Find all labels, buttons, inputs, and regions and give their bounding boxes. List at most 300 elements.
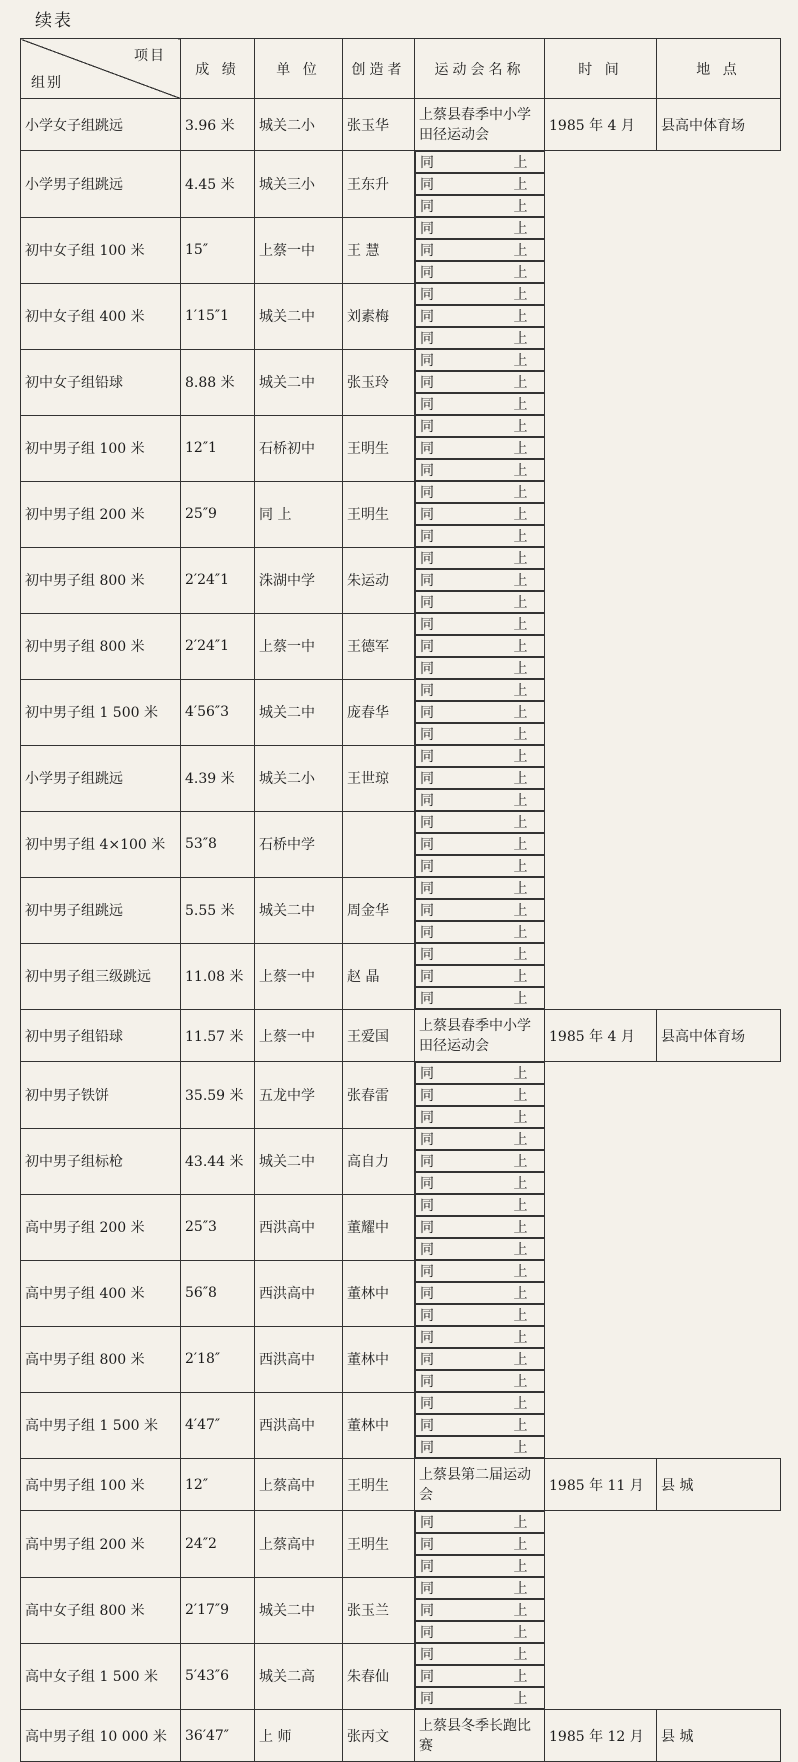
same-text-right: 上 — [513, 199, 528, 215]
cell-unit: 城关二中 — [255, 679, 343, 745]
cell-meet — [415, 1326, 545, 1348]
cell-unit: 上蔡高中 — [255, 1459, 343, 1511]
table-row — [21, 877, 781, 943]
same-text-left: 同 — [420, 177, 434, 193]
corner-header-cell — [21, 39, 181, 99]
same-text-right: 上 — [513, 727, 528, 743]
same-text-right: 上 — [513, 221, 528, 237]
cell-time — [415, 833, 545, 855]
same-text-left: 同 — [420, 1132, 434, 1148]
table-row — [21, 1710, 781, 1762]
same-text-right: 上 — [513, 441, 528, 457]
cell-time — [415, 965, 545, 987]
cell-meet — [415, 349, 545, 371]
cell-score: 4′47″ — [181, 1392, 255, 1459]
table-row — [21, 1128, 781, 1194]
cell-meet — [415, 1392, 545, 1414]
cell-place: 县高中体育场 — [657, 99, 781, 151]
cell-holder: 朱运动 — [343, 547, 415, 613]
cell-score: 35.59 米 — [181, 1062, 255, 1129]
cell-score: 2′18″ — [181, 1326, 255, 1392]
cell-place — [415, 393, 545, 415]
cell-unit: 西洪高中 — [255, 1194, 343, 1260]
same-text-left: 同 — [420, 947, 434, 963]
cell-unit: 上 师 — [255, 1710, 343, 1762]
cell-score: 15″ — [181, 217, 255, 283]
same-text-right: 上 — [513, 771, 528, 787]
table-row — [21, 1326, 781, 1392]
cell-time — [415, 1599, 545, 1621]
same-text-right: 上 — [513, 331, 528, 347]
cell-group: 小学女子组跳远 — [21, 99, 181, 151]
cell-time — [415, 1414, 545, 1436]
same-text-right: 上 — [513, 1176, 528, 1192]
cell-holder: 赵 晶 — [343, 943, 415, 1010]
same-text-right: 上 — [513, 1647, 528, 1663]
same-text-right: 上 — [513, 463, 528, 479]
same-text-right: 上 — [513, 1352, 528, 1368]
cell-time — [415, 1216, 545, 1238]
cell-place — [415, 1621, 545, 1643]
cell-score: 4.39 米 — [181, 745, 255, 811]
cell-holder: 董林中 — [343, 1392, 415, 1459]
cell-group: 初中男子组 800 米 — [21, 613, 181, 679]
cell-place — [415, 459, 545, 481]
header-unit: 单 位 — [255, 39, 343, 99]
cell-group: 初中男子组 800 米 — [21, 547, 181, 613]
cell-unit: 五龙中学 — [255, 1062, 343, 1129]
same-text-right: 上 — [513, 551, 528, 567]
same-text-left: 同 — [420, 1198, 434, 1214]
cell-place: 县 城 — [657, 1710, 781, 1762]
same-text-right: 上 — [513, 155, 528, 171]
cell-holder: 朱春仙 — [343, 1643, 415, 1710]
cell-holder: 王明生 — [343, 1459, 415, 1511]
cell-place — [415, 789, 545, 811]
table-row — [21, 1511, 781, 1578]
cell-holder: 刘素梅 — [343, 283, 415, 349]
cell-group: 初中女子组铅球 — [21, 349, 181, 415]
same-text-left: 同 — [420, 815, 434, 831]
cell-meet — [415, 1511, 545, 1533]
same-text-right: 上 — [513, 1559, 528, 1575]
same-text-right: 上 — [513, 1088, 528, 1104]
cell-unit: 上蔡高中 — [255, 1511, 343, 1578]
same-text-left: 同 — [420, 331, 434, 347]
cell-group: 高中男子组 200 米 — [21, 1194, 181, 1260]
same-text-right: 上 — [513, 617, 528, 633]
same-text-right: 上 — [513, 749, 528, 765]
same-text-right: 上 — [513, 1537, 528, 1553]
same-text-right: 上 — [513, 837, 528, 853]
same-text-right: 上 — [513, 507, 528, 523]
table-body — [21, 99, 781, 1762]
same-text-right: 上 — [513, 353, 528, 369]
table-row — [21, 745, 781, 811]
cell-score: 36′47″ — [181, 1710, 255, 1762]
cell-place — [415, 921, 545, 943]
cell-holder — [343, 811, 415, 877]
cell-holder: 董耀中 — [343, 1194, 415, 1260]
cell-time — [415, 305, 545, 327]
table-row — [21, 151, 781, 218]
cell-group: 初中男子铁饼 — [21, 1062, 181, 1129]
cell-meet — [415, 283, 545, 305]
table-row — [21, 99, 781, 151]
cell-unit: 城关二中 — [255, 1128, 343, 1194]
same-text-right: 上 — [513, 485, 528, 501]
same-text-left: 同 — [420, 1264, 434, 1280]
same-text-left: 同 — [420, 265, 434, 281]
same-text-right: 上 — [513, 397, 528, 413]
same-text-right: 上 — [513, 1691, 528, 1707]
cell-meet — [415, 1062, 545, 1084]
cell-score: 43.44 米 — [181, 1128, 255, 1194]
cell-holder: 王 慧 — [343, 217, 415, 283]
cell-holder: 王爱国 — [343, 1010, 415, 1062]
cell-unit: 上蔡一中 — [255, 217, 343, 283]
cell-score: 12″1 — [181, 415, 255, 481]
cell-meet — [415, 151, 545, 173]
cell-holder: 王东升 — [343, 151, 415, 218]
cell-meet: 上蔡县第二届运动会 — [415, 1459, 545, 1511]
same-text-left: 同 — [420, 243, 434, 259]
cell-time — [415, 437, 545, 459]
cell-group: 初中男子组跳远 — [21, 877, 181, 943]
same-text-left: 同 — [420, 661, 434, 677]
cell-holder: 董林中 — [343, 1326, 415, 1392]
same-text-right: 上 — [513, 925, 528, 941]
cell-place — [415, 987, 545, 1009]
same-text-left: 同 — [420, 1440, 434, 1456]
cell-score: 25″3 — [181, 1194, 255, 1260]
corner-bottom-label: 组别 — [31, 75, 63, 91]
cell-place — [415, 1172, 545, 1194]
same-text-left: 同 — [420, 1691, 434, 1707]
cell-score: 11.08 米 — [181, 943, 255, 1010]
cell-score: 4.45 米 — [181, 151, 255, 218]
cell-group: 初中男子组三级跳远 — [21, 943, 181, 1010]
same-text-right: 上 — [513, 903, 528, 919]
same-text-left: 同 — [420, 1515, 434, 1531]
cell-group: 小学男子组跳远 — [21, 151, 181, 218]
same-text-left: 同 — [420, 1603, 434, 1619]
same-text-right: 上 — [513, 1286, 528, 1302]
cell-time — [415, 635, 545, 657]
same-text-right: 上 — [513, 991, 528, 1007]
cell-group: 高中男子组 100 米 — [21, 1459, 181, 1511]
cell-place — [415, 1436, 545, 1458]
same-text-left: 同 — [420, 309, 434, 325]
cell-place — [415, 1687, 545, 1709]
same-text-right: 上 — [513, 639, 528, 655]
cell-meet — [415, 217, 545, 239]
cell-place: 县高中体育场 — [657, 1010, 781, 1062]
cell-unit: 石桥中学 — [255, 811, 343, 877]
cell-meet — [415, 613, 545, 635]
same-text-right: 上 — [513, 793, 528, 809]
cell-meet — [415, 1128, 545, 1150]
cell-place — [415, 195, 545, 217]
same-text-right: 上 — [513, 1132, 528, 1148]
cell-score: 11.57 米 — [181, 1010, 255, 1062]
cell-time — [415, 239, 545, 261]
cell-unit: 西洪高中 — [255, 1326, 343, 1392]
cell-group: 初中男子组标枪 — [21, 1128, 181, 1194]
cell-place — [415, 1238, 545, 1260]
same-text-left: 同 — [420, 1220, 434, 1236]
table-row — [21, 349, 781, 415]
header-time: 时 间 — [545, 39, 657, 99]
cell-time — [415, 1533, 545, 1555]
same-text-left: 同 — [420, 1647, 434, 1663]
cell-time: 1985 年 11 月 — [545, 1459, 657, 1511]
cell-unit: 城关二中 — [255, 877, 343, 943]
cell-place — [415, 1106, 545, 1128]
cell-score: 53″8 — [181, 811, 255, 877]
cell-holder: 王德军 — [343, 613, 415, 679]
same-text-right: 上 — [513, 1515, 528, 1531]
table-row — [21, 283, 781, 349]
cell-time — [415, 767, 545, 789]
cell-meet — [415, 943, 545, 965]
same-text-left: 同 — [420, 705, 434, 721]
cell-group: 高中男子组 400 米 — [21, 1260, 181, 1326]
same-text-left: 同 — [420, 881, 434, 897]
cell-score: 12″ — [181, 1459, 255, 1511]
same-text-left: 同 — [420, 1066, 434, 1082]
same-text-left: 同 — [420, 397, 434, 413]
same-text-right: 上 — [513, 1669, 528, 1685]
same-text-left: 同 — [420, 683, 434, 699]
cell-holder: 王明生 — [343, 415, 415, 481]
cell-time — [415, 503, 545, 525]
cell-score: 2′24″1 — [181, 613, 255, 679]
same-text-left: 同 — [420, 353, 434, 369]
cell-time — [415, 1282, 545, 1304]
same-text-right: 上 — [513, 1603, 528, 1619]
same-text-right: 上 — [513, 573, 528, 589]
cell-group: 小学男子组跳远 — [21, 745, 181, 811]
cell-meet: 上蔡县春季中小学田径运动会 — [415, 99, 545, 151]
header-meet: 运动会名称 — [415, 39, 545, 99]
same-text-left: 同 — [420, 595, 434, 611]
cell-time — [415, 1665, 545, 1687]
cell-meet — [415, 1577, 545, 1599]
same-text-right: 上 — [513, 1308, 528, 1324]
cell-unit: 洙湖中学 — [255, 547, 343, 613]
same-text-left: 同 — [420, 903, 434, 919]
cell-score: 8.88 米 — [181, 349, 255, 415]
same-text-right: 上 — [513, 1220, 528, 1236]
same-text-right: 上 — [513, 1374, 528, 1390]
cell-unit: 城关二中 — [255, 1577, 343, 1643]
cell-unit: 同 上 — [255, 481, 343, 547]
same-text-left: 同 — [420, 221, 434, 237]
cell-holder: 董林中 — [343, 1260, 415, 1326]
cell-unit: 城关三小 — [255, 151, 343, 218]
same-text-left: 同 — [420, 529, 434, 545]
cell-holder: 王世琼 — [343, 745, 415, 811]
table-row — [21, 415, 781, 481]
cell-meet — [415, 547, 545, 569]
same-text-left: 同 — [420, 1088, 434, 1104]
same-text-left: 同 — [420, 1286, 434, 1302]
same-text-right: 上 — [513, 1581, 528, 1597]
same-text-left: 同 — [420, 463, 434, 479]
cell-holder: 张玉玲 — [343, 349, 415, 415]
cell-group: 初中女子组 400 米 — [21, 283, 181, 349]
cell-unit: 上蔡一中 — [255, 943, 343, 1010]
same-text-right: 上 — [513, 265, 528, 281]
same-text-left: 同 — [420, 1154, 434, 1170]
same-text-left: 同 — [420, 419, 434, 435]
same-text-right: 上 — [513, 881, 528, 897]
table-row — [21, 1260, 781, 1326]
same-text-right: 上 — [513, 1066, 528, 1082]
cell-unit: 城关二高 — [255, 1643, 343, 1710]
same-text-right: 上 — [513, 1264, 528, 1280]
cell-group: 初中男子组 4×100 米 — [21, 811, 181, 877]
same-text-right: 上 — [513, 287, 528, 303]
cell-time — [415, 371, 545, 393]
cell-score: 5′43″6 — [181, 1643, 255, 1710]
same-text-right: 上 — [513, 177, 528, 193]
same-text-left: 同 — [420, 375, 434, 391]
cell-holder: 张丙文 — [343, 1710, 415, 1762]
cell-group: 初中男子组铅球 — [21, 1010, 181, 1062]
cell-unit: 西洪高中 — [255, 1392, 343, 1459]
cell-meet — [415, 1643, 545, 1665]
same-text-left: 同 — [420, 1110, 434, 1126]
cell-place — [415, 1370, 545, 1392]
same-text-left: 同 — [420, 1537, 434, 1553]
same-text-left: 同 — [420, 551, 434, 567]
cell-holder: 张春雷 — [343, 1062, 415, 1129]
table-row — [21, 943, 781, 1010]
cell-score: 56″8 — [181, 1260, 255, 1326]
cell-group: 初中男子组 200 米 — [21, 481, 181, 547]
cell-meet: 上蔡县春季中小学田径运动会 — [415, 1010, 545, 1062]
cell-score: 4′56″3 — [181, 679, 255, 745]
cell-time — [415, 899, 545, 921]
same-text-left: 同 — [420, 1352, 434, 1368]
same-text-left: 同 — [420, 199, 434, 215]
same-text-right: 上 — [513, 1154, 528, 1170]
same-text-right: 上 — [513, 1242, 528, 1258]
same-text-left: 同 — [420, 1625, 434, 1641]
same-text-left: 同 — [420, 1330, 434, 1346]
cell-meet — [415, 679, 545, 701]
cell-meet — [415, 1194, 545, 1216]
same-text-left: 同 — [420, 1242, 434, 1258]
same-text-right: 上 — [513, 1330, 528, 1346]
corner-top-label: 项目 — [134, 48, 166, 64]
table-row — [21, 1459, 781, 1511]
cell-unit: 上蔡一中 — [255, 1010, 343, 1062]
cell-group: 高中女子组 1 500 米 — [21, 1643, 181, 1710]
table-row — [21, 1577, 781, 1643]
cell-group: 高中男子组 10 000 米 — [21, 1710, 181, 1762]
table-row — [21, 1062, 781, 1129]
same-text-left: 同 — [420, 1669, 434, 1685]
same-text-right: 上 — [513, 1625, 528, 1641]
same-text-left: 同 — [420, 771, 434, 787]
cell-time — [415, 173, 545, 195]
cell-time: 1985 年 4 月 — [545, 1010, 657, 1062]
table-row — [21, 811, 781, 877]
table-row — [21, 481, 781, 547]
cell-group: 初中男子组 1 500 米 — [21, 679, 181, 745]
same-text-left: 同 — [420, 749, 434, 765]
cell-group: 高中男子组 800 米 — [21, 1326, 181, 1392]
same-text-left: 同 — [420, 1418, 434, 1434]
cell-place — [415, 723, 545, 745]
cell-meet — [415, 415, 545, 437]
same-text-left: 同 — [420, 573, 434, 589]
same-text-left: 同 — [420, 485, 434, 501]
table-row — [21, 679, 781, 745]
cell-group: 高中男子组 1 500 米 — [21, 1392, 181, 1459]
cell-unit: 上蔡一中 — [255, 613, 343, 679]
cell-time — [415, 1348, 545, 1370]
same-text-left: 同 — [420, 287, 434, 303]
cell-meet — [415, 481, 545, 503]
cell-group: 初中女子组 100 米 — [21, 217, 181, 283]
same-text-right: 上 — [513, 969, 528, 985]
cell-place — [415, 657, 545, 679]
records-table — [20, 38, 781, 1762]
cell-score: 1′15″1 — [181, 283, 255, 349]
same-text-left: 同 — [420, 727, 434, 743]
cell-meet — [415, 877, 545, 899]
cell-time — [415, 701, 545, 723]
cell-place — [415, 1555, 545, 1577]
same-text-right: 上 — [513, 683, 528, 699]
cell-holder: 庞春华 — [343, 679, 415, 745]
cell-place: 县 城 — [657, 1459, 781, 1511]
same-text-right: 上 — [513, 705, 528, 721]
same-text-right: 上 — [513, 1110, 528, 1126]
cell-score: 24″2 — [181, 1511, 255, 1578]
same-text-left: 同 — [420, 793, 434, 809]
cell-meet: 上蔡县冬季长跑比赛 — [415, 1710, 545, 1762]
cell-place — [415, 261, 545, 283]
cell-time: 1985 年 4 月 — [545, 99, 657, 151]
same-text-right: 上 — [513, 309, 528, 325]
header-score: 成 绩 — [181, 39, 255, 99]
table-row — [21, 1010, 781, 1062]
same-text-left: 同 — [420, 1374, 434, 1390]
cell-score: 2′24″1 — [181, 547, 255, 613]
cell-time — [415, 1150, 545, 1172]
cell-score: 3.96 米 — [181, 99, 255, 151]
same-text-right: 上 — [513, 243, 528, 259]
cell-score: 25″9 — [181, 481, 255, 547]
cell-group: 高中男子组 200 米 — [21, 1511, 181, 1578]
cell-holder: 张玉兰 — [343, 1577, 415, 1643]
same-text-left: 同 — [420, 859, 434, 875]
header-holder: 创造者 — [343, 39, 415, 99]
cell-score: 2′17″9 — [181, 1577, 255, 1643]
same-text-right: 上 — [513, 1440, 528, 1456]
cell-group: 高中女子组 800 米 — [21, 1577, 181, 1643]
cell-place — [415, 591, 545, 613]
same-text-right: 上 — [513, 1396, 528, 1412]
same-text-left: 同 — [420, 1559, 434, 1575]
same-text-right: 上 — [513, 529, 528, 545]
cell-time — [415, 1084, 545, 1106]
